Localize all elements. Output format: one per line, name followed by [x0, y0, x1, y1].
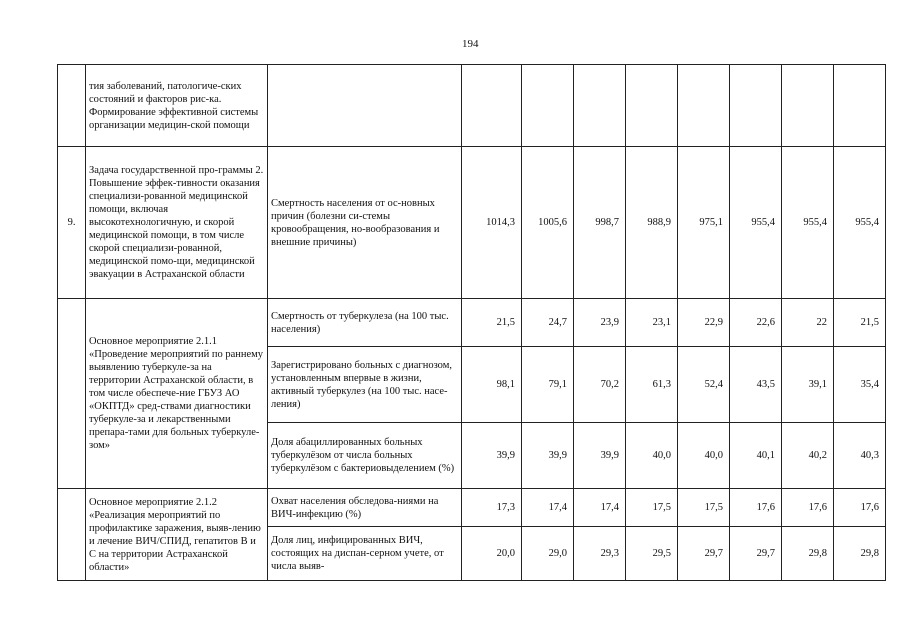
indicator-value: 22,6 [730, 299, 782, 347]
table-row [58, 489, 886, 527]
indicator-value: 17,4 [522, 489, 574, 527]
indicator-value: 35,4 [834, 347, 886, 423]
indicator-value: 988,9 [626, 147, 678, 299]
indicator-value: 17,6 [834, 489, 886, 527]
page-number: 194 [462, 38, 479, 50]
indicator-value [522, 65, 574, 147]
indicator-value: 21,5 [834, 299, 886, 347]
indicator-value: 955,4 [834, 147, 886, 299]
indicator-value: 955,4 [782, 147, 834, 299]
indicator-value: 22,9 [678, 299, 730, 347]
indicator-name: Охват населения обследова-ниями на ВИЧ-инфекцию (%) [268, 489, 462, 527]
indicator-value: 17,5 [626, 489, 678, 527]
indicator-value: 40,2 [782, 423, 834, 489]
indicator-value: 29,7 [730, 527, 782, 581]
indicator-value: 29,8 [834, 527, 886, 581]
row-number [58, 65, 86, 147]
indicator-value [574, 65, 626, 147]
indicator-value [730, 65, 782, 147]
table-row [58, 299, 886, 347]
activity-cell: Основное мероприятие 2.1.1 «Проведение мероприятий по раннему выявлению туберкуле-за на территории Астраханской области, в том числе обеспече-ние ГБУЗ АО «ОКПТД» сред-ствами диагностики туберкуле-за и лекарственными препара-тами для больных туберкуле-зом» [86, 299, 268, 489]
indicator-name: Смертность от туберкулеза (на 100 тыс. населения) [268, 299, 462, 347]
indicator-value: 29,7 [678, 527, 730, 581]
indicator-value: 20,0 [462, 527, 522, 581]
indicator-value: 955,4 [730, 147, 782, 299]
indicator-value: 40,3 [834, 423, 886, 489]
indicator-name: Зарегистрировано больных с диагнозом, установленным впервые в жизни, активный туберкулез (на 100 тыс. насе-ления) [268, 347, 462, 423]
indicator-value: 17,6 [730, 489, 782, 527]
indicator-value: 1005,6 [522, 147, 574, 299]
row-number [58, 299, 86, 489]
indicator-value: 43,5 [730, 347, 782, 423]
row-number: 9. [58, 147, 86, 299]
indicator-name: Доля абациллированных больных туберкулёзом от числа больных туберкулёзом с бактериовыделением (%) [268, 423, 462, 489]
activity-cell: тия заболеваний, патологиче-ских состояний и факторов рис-ка. Формирование эффективной системы организации медицин-ской помощи [86, 65, 268, 147]
indicator-value: 17,4 [574, 489, 626, 527]
indicator-value: 39,9 [574, 423, 626, 489]
indicator-value [834, 65, 886, 147]
indicator-value [782, 65, 834, 147]
indicator-value: 23,1 [626, 299, 678, 347]
indicator-value: 39,1 [782, 347, 834, 423]
table-row [58, 65, 886, 147]
indicator-value: 29,5 [626, 527, 678, 581]
indicator-value: 24,7 [522, 299, 574, 347]
indicator-value [626, 65, 678, 147]
indicator-value: 17,5 [678, 489, 730, 527]
indicator-value: 17,3 [462, 489, 522, 527]
indicator-value [462, 65, 522, 147]
indicator-value: 39,9 [462, 423, 522, 489]
indicator-value: 40,0 [626, 423, 678, 489]
indicator-value: 52,4 [678, 347, 730, 423]
indicator-name: Доля лиц, инфицированных ВИЧ, состоящих на диспан-серном учете, от числа выяв- [268, 527, 462, 581]
indicator-value: 21,5 [462, 299, 522, 347]
indicator-value: 61,3 [626, 347, 678, 423]
indicator-value: 975,1 [678, 147, 730, 299]
indicator-value: 22 [782, 299, 834, 347]
indicator-value: 17,6 [782, 489, 834, 527]
indicator-value: 40,1 [730, 423, 782, 489]
indicator-value: 29,0 [522, 527, 574, 581]
activity-cell: Задача государственной про-граммы 2. Повышение эффек-тивности оказания специализи-рованной медицинской помощи, включая высокотехнологичную, и скорой медицинской помощи, в том числе скорой специализи-рованной, медицинской помо-щи, медицинской эвакуации в Астраханской области [86, 147, 268, 299]
indicator-value: 23,9 [574, 299, 626, 347]
indicator-value: 98,1 [462, 347, 522, 423]
indicator-value: 39,9 [522, 423, 574, 489]
table-row [58, 147, 886, 299]
indicator-value: 70,2 [574, 347, 626, 423]
indicator-name: Смертность населения от ос-новных причин (болезни си-стемы кровообращения, но-вообразования и внешние причины) [268, 147, 462, 299]
indicator-value: 998,7 [574, 147, 626, 299]
indicators-table [57, 64, 886, 581]
indicator-value: 29,8 [782, 527, 834, 581]
row-number [58, 489, 86, 581]
indicator-value: 40,0 [678, 423, 730, 489]
activity-cell: Основное мероприятие 2.1.2 «Реализация мероприятий по профилактике заражения, выяв-лению и лечение ВИЧ/СПИД, гепатитов В и С на территории Астраханской области» [86, 489, 268, 581]
indicator-value: 1014,3 [462, 147, 522, 299]
indicator-value: 79,1 [522, 347, 574, 423]
indicator-value: 29,3 [574, 527, 626, 581]
indicator-name [268, 65, 462, 147]
indicator-value [678, 65, 730, 147]
